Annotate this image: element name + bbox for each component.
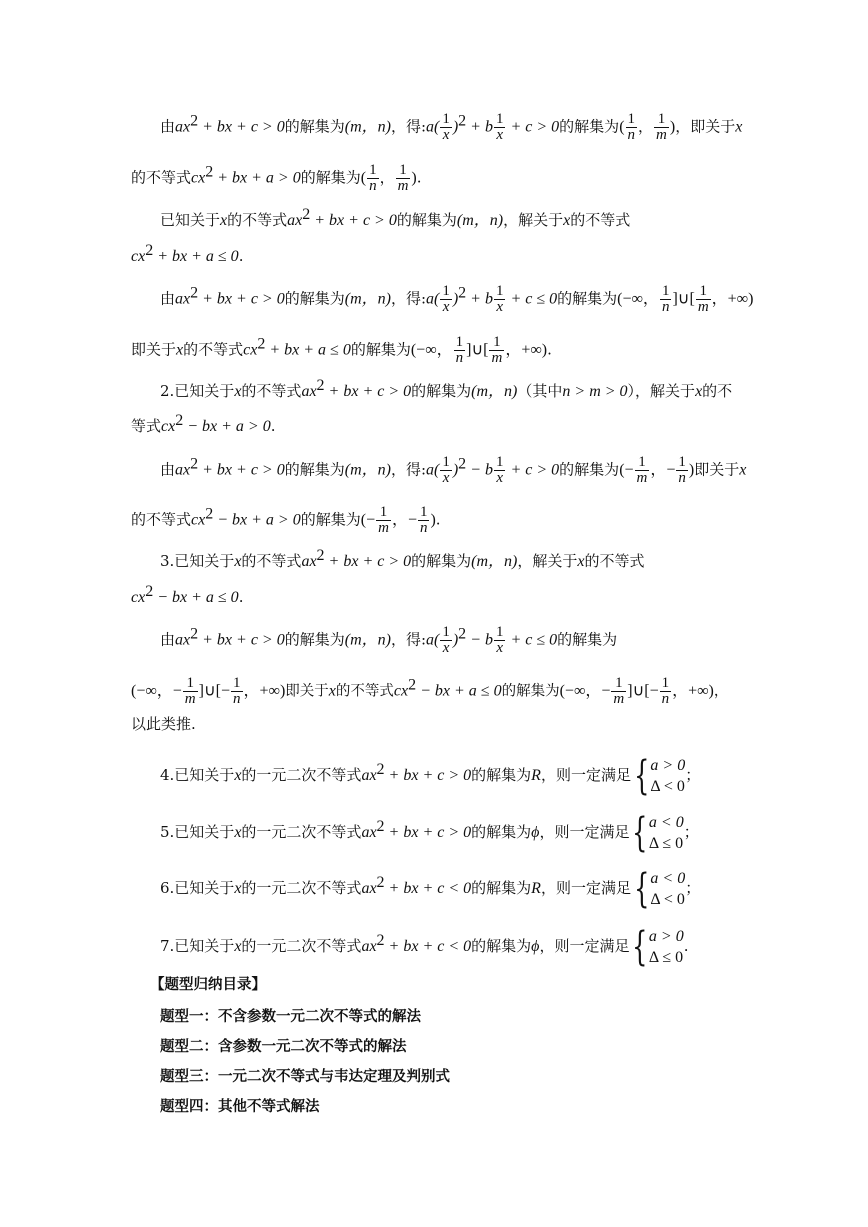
toc-title: 【题型归纳目录】 xyxy=(150,977,266,993)
fraction: $\frac{1}{m}$ xyxy=(656,111,667,143)
para-line: 的不等式$cx^2$ + bx + a > 0的解集为( $\frac{1}{n}$ ， $\frac{1}{m}$ ). xyxy=(131,162,422,194)
para-line: 已知关于x的不等式$ax^2$ + bx + c > 0的解集为(m，n)，解关于x的不等式 xyxy=(160,206,631,229)
toc-item: 题型二：含参数一元二次不等式的解法 xyxy=(160,1039,407,1055)
fraction: $\frac{1}{x}$ xyxy=(442,111,450,143)
fraction: $\frac{1}{x}$ xyxy=(495,283,504,315)
left-brace-icon: { xyxy=(632,810,648,856)
fraction: $\frac{1}{n}$ xyxy=(419,504,428,536)
case-line: 4.已知关于x的一元二次不等式$ax^2$ + bx + c > 0的解集为R，则一定满足{ a > 0 Δ < 0 ； xyxy=(160,753,701,799)
fraction: $\frac{1}{m}$ xyxy=(697,283,709,315)
left-brace-icon: { xyxy=(632,924,648,970)
para-line: 2.已知关于x的不等式$ax^2$ + bx + c > 0的解集为(m，n)（其中n > m > 0），解关于x的不 xyxy=(160,377,733,400)
left-brace-icon: { xyxy=(634,753,650,799)
fraction: $\frac{1}{n}$ xyxy=(661,675,670,707)
condition-system: a < 0 Δ < 0 xyxy=(650,870,686,908)
fraction: $\frac{1}{m}$ xyxy=(636,454,648,486)
condition-system: a > 0 Δ < 0 xyxy=(650,757,686,795)
fraction: $\frac{1}{x}$ xyxy=(495,624,504,656)
toc-item: 题型四：其他不等式解法 xyxy=(160,1099,320,1115)
para-line: 等式$cx^2$ − bx + a > 0. xyxy=(131,412,276,435)
left-brace-icon: { xyxy=(634,866,650,912)
para-line: 由$ax^2$ + bx + c > 0的解集为(m，n)，得:a( $\frac{1}{x}$ )$^2$ + b $\frac{1}{x}$ + c > 0的解集为( $\frac{1}{n}$ ， $\frac{1}{m}$ )，即关于x xyxy=(160,111,743,143)
fraction: $\frac{1}{x}$ xyxy=(442,283,450,315)
case-line: 6.已知关于x的一元二次不等式$ax^2$ + bx + c < 0的解集为R，则一定满足{ a < 0 Δ < 0 ； xyxy=(160,866,701,912)
para-line: 由$ax^2$ + bx + c > 0的解集为(m，n)，得:a( $\frac{1}{x}$ )$^2$ − b $\frac{1}{x}$ + c > 0的解集为(− $\frac{1}{m}$ ，− $\frac{1}{n}$ )即关于x xyxy=(160,454,747,486)
fraction: $\frac{1}{m}$ xyxy=(613,675,625,707)
fraction: $\frac{1}{n}$ xyxy=(661,283,670,315)
condition-system: a < 0 Δ ≤ 0 xyxy=(648,814,684,852)
fraction: $\frac{1}{x}$ xyxy=(495,454,504,486)
case-line: 5.已知关于x的一元二次不等式$ax^2$ + bx + c > 0的解集为ϕ，则一定满足{ a < 0 Δ ≤ 0 ； xyxy=(160,810,699,856)
fraction: $\frac{1}{x}$ xyxy=(442,624,450,656)
fraction: $\frac{1}{m}$ xyxy=(378,504,389,536)
para-line: (−∞，− $\frac{1}{m}$ ]∪[− $\frac{1}{n}$ ，+∞)即关于x的不等式$cx^2$ − bx + a ≤ 0的解集为(−∞，− $\frac{1}{m}$ ]∪[− $\frac{1}{n}$ ，+∞)， xyxy=(131,675,729,707)
fraction: $\frac{1}{x}$ xyxy=(495,111,504,143)
fraction: $\frac{1}{m}$ xyxy=(184,675,196,707)
fraction: $\frac{1}{m}$ xyxy=(491,334,503,366)
fraction: $\frac{1}{x}$ xyxy=(442,454,450,486)
condition-system: a > 0 Δ ≤ 0 xyxy=(648,928,684,966)
case-line: 7.已知关于x的一元二次不等式$ax^2$ + bx + c < 0的解集为ϕ，则一定满足{ a > 0 Δ ≤ 0 . xyxy=(160,924,689,970)
para-line: 由$ax^2$ + bx + c > 0的解集为(m，n)，得:a( $\frac{1}{x}$ )$^2$ − b $\frac{1}{x}$ + c ≤ 0的解集为 xyxy=(160,624,618,656)
para-line: 即关于x的不等式$cx^2$ + bx + a ≤ 0的解集为(−∞， $\frac{1}{n}$ ]∪[ $\frac{1}{m}$ ，+∞). xyxy=(131,334,552,366)
fraction: $\frac{1}{m}$ xyxy=(397,162,409,194)
para-line: 3.已知关于x的不等式$ax^2$ + bx + c > 0的解集为(m，n)，解关于x的不等式 xyxy=(160,547,645,570)
para-line: $cx^2$ − bx + a ≤ 0. xyxy=(131,583,244,606)
fraction: $\frac{1}{n}$ xyxy=(233,675,241,707)
para-line: 由$ax^2$ + bx + c > 0的解集为(m，n)，得:a( $\frac{1}{x}$ )$^2$ + b $\frac{1}{x}$ + c ≤ 0的解集为(−∞， $\frac{1}{n}$ ]∪[ $\frac{1}{m}$ ，+∞) xyxy=(160,283,754,315)
fraction: $\frac{1}{n}$ xyxy=(369,162,377,194)
para-line: 的不等式$cx^2$ − bx + a > 0的解集为(− $\frac{1}{m}$ ，− $\frac{1}{n}$ ). xyxy=(131,504,441,536)
fraction: $\frac{1}{n}$ xyxy=(455,334,464,366)
toc-item: 题型三：一元二次不等式与韦达定理及判别式 xyxy=(160,1069,450,1085)
fraction: $\frac{1}{n}$ xyxy=(678,454,686,486)
toc-item: 题型一：不含参数一元二次不等式的解法 xyxy=(160,1009,421,1025)
fraction: $\frac{1}{n}$ xyxy=(627,111,636,143)
para-line: $cx^2$ + bx + a ≤ 0. xyxy=(131,242,244,265)
para-line: 以此类推. xyxy=(131,715,196,733)
